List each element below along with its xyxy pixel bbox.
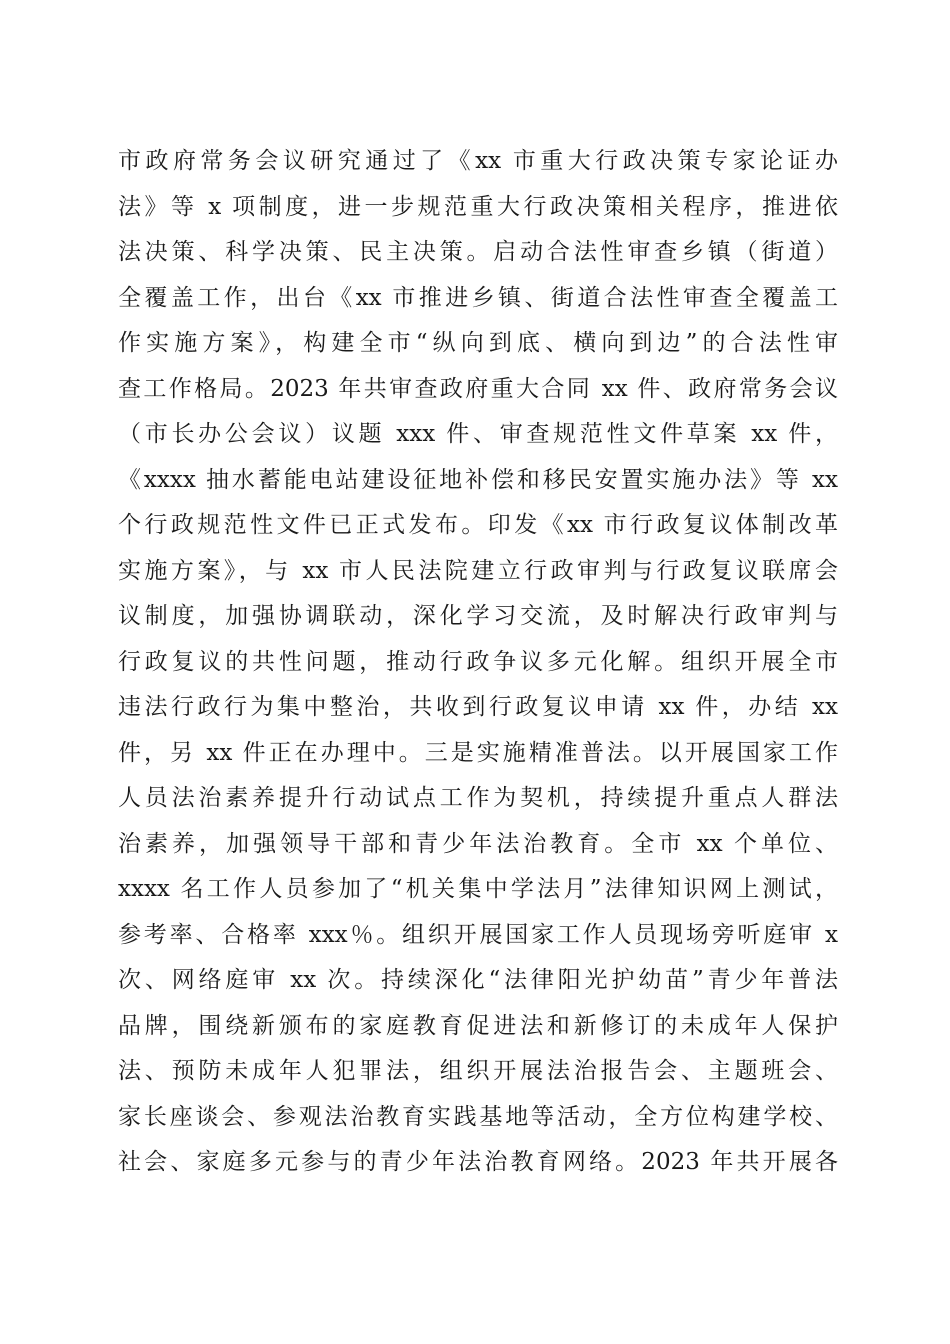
text-line: 法》等 x 项制度，进一步规范重大行政决策相关程序，推进依 bbox=[118, 193, 838, 220]
text-line: 次、网络庭审 xx 次。持续深化“法律阳光护幼苗”青少年普法 bbox=[118, 967, 838, 993]
text-line: 全覆盖工作，出台《xx 市推进乡镇、街道合法性审查全覆盖工 bbox=[118, 284, 838, 311]
text-line: 查工作格局。2023 年共审查政府重大合同 xx 件、政府常务会议 bbox=[118, 375, 838, 402]
body-paragraph bbox=[118, 139, 838, 1186]
text-line: 参考率、合格率 xxx％。组织开展国家工作人员现场旁听庭审 x bbox=[118, 921, 838, 948]
text-line: 治素养，加强领导干部和青少年法治教育。全市 xx 个单位、 bbox=[118, 830, 838, 857]
text-line: 行政复议的共性问题，推动行政争议多元化解。组织开展全市 bbox=[118, 648, 838, 675]
text-line: 人员法治素养提升行动试点工作为契机，持续提升重点人群法 bbox=[118, 785, 838, 811]
text-line: 个行政规范性文件已正式发布。印发《xx 市行政复议体制改革 bbox=[118, 512, 838, 538]
text-line: 违法行政行为集中整治，共收到行政复议申请 xx 件，办结 xx bbox=[118, 694, 838, 720]
text-line: 作实施方案》，构建全市“纵向到底、横向到边”的合法性审 bbox=[118, 330, 838, 356]
text-line: xxxx 名工作人员参加了“机关集中学法月”法律知识网上测试， bbox=[118, 876, 838, 902]
text-line: 家长座谈会、参观法治教育实践基地等活动，全方位构建学校、 bbox=[118, 1103, 838, 1130]
text-line: 法决策、科学决策、民主决策。启动合法性审查乡镇（街道） bbox=[118, 239, 838, 265]
text-line: 市政府常务会议研究通过了《xx 市重大行政决策专家论证办 bbox=[118, 148, 838, 174]
text-line: 《xxxx 抽水蓄能电站建设征地补偿和移民安置实施办法》等 xx bbox=[118, 466, 838, 493]
text-line: 法、预防未成年人犯罪法，组织开展法治报告会、主题班会、 bbox=[118, 1058, 838, 1084]
text-line: 议制度，加强协调联动，深化学习交流，及时解决行政审判与 bbox=[118, 603, 838, 629]
text-line: 品牌，围绕新颁布的家庭教育促进法和新修订的未成年人保护 bbox=[118, 1012, 838, 1039]
text-line: （市长办公会议）议题 xxx 件、审查规范性文件草案 xx 件， bbox=[118, 421, 838, 447]
text-line: 实施方案》，与 xx 市人民法院建立行政审判与行政复议联席会 bbox=[118, 557, 838, 584]
text-line: 件，另 xx 件正在办理中。三是实施精准普法。以开展国家工作 bbox=[118, 739, 838, 766]
text-line: 社会、家庭多元参与的青少年法治教育网络。2023 年共开展各 bbox=[118, 1149, 838, 1175]
